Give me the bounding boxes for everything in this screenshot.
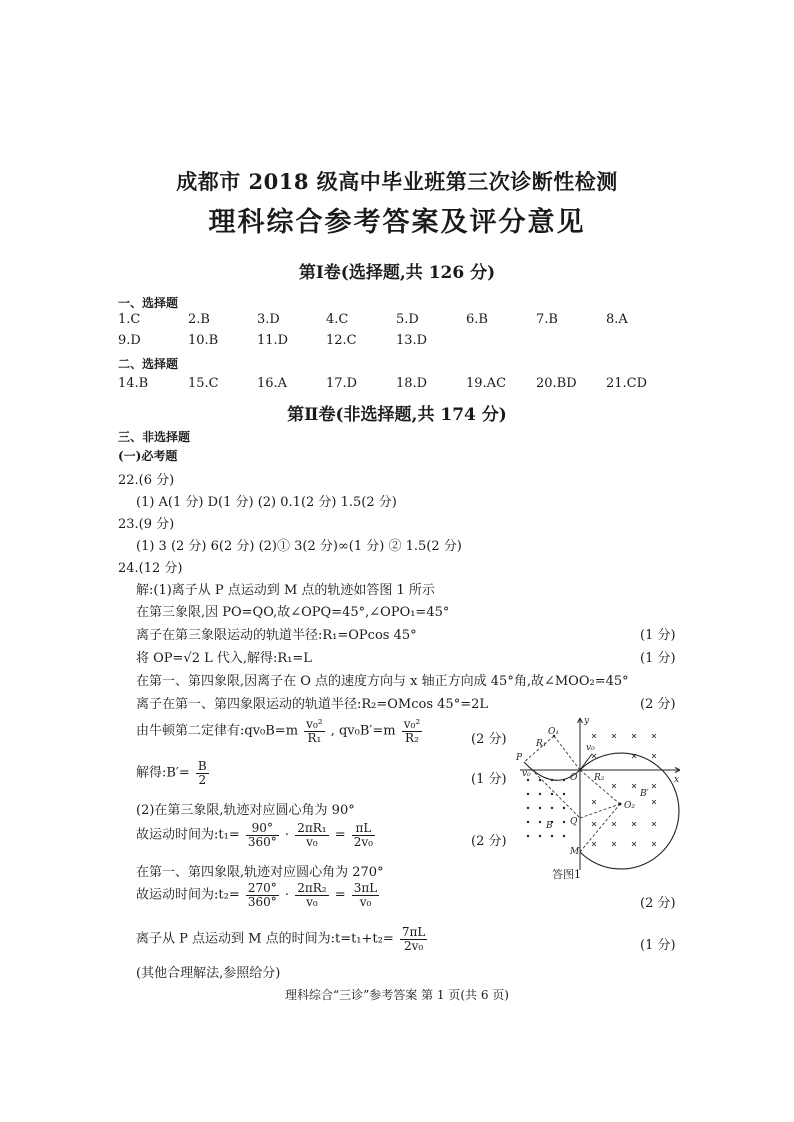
score: (1 分) — [640, 628, 676, 643]
answer-item: 5.D — [396, 312, 419, 327]
fig-label: y — [584, 716, 590, 726]
trajectory-figure — [514, 714, 690, 884]
time-equation-2: 故运动时间为:t₂= $\frac{270^\circ}{360^\circ}$ · $\frac{\text{2πR₂}}{\text{v₀}}$ = $\frac{3\pi L}{\text{v₀}}$ — [136, 881, 378, 909]
fig-label: R₁ — [536, 739, 547, 749]
fraction: $\frac{270^\circ}{360^\circ}$ — [247, 881, 277, 909]
q22-answer: (1) A(1 分) D(1 分) (2) 0.1(2 分) 1.5(2 分) — [136, 495, 397, 510]
fraction: $\frac{\text{v₀²}}{\text{R₁}}$ — [306, 717, 323, 745]
q24-line: (2)在第三象限,轨迹对应圆心角为 90° — [136, 803, 355, 818]
q24-line: 在第一、第四象限,轨迹对应圆心角为 270° — [136, 865, 384, 880]
part2-title: 第Ⅱ卷(非选择题,共 174 分) — [287, 405, 507, 425]
score: (2 分) — [471, 732, 507, 747]
section3-heading: 三、非选择题 — [118, 430, 191, 444]
answer-item: 3.D — [257, 312, 280, 327]
answer-item: 11.D — [257, 333, 289, 348]
fig-label: P — [516, 753, 523, 763]
fig-label: Q — [570, 817, 578, 827]
exam-title: 成都市 2018 级高中毕业班第三次诊断性检测 — [176, 169, 618, 194]
fig-label: O₂ — [624, 801, 635, 811]
q22-label: 22.(6 分) — [118, 473, 175, 488]
fig-label: M — [570, 847, 580, 857]
q24-line: 将 OP=√2 L 代入,解得:R₁=L — [136, 651, 312, 666]
answer-item: 8.A — [606, 312, 628, 327]
score: (1 分) — [471, 772, 507, 787]
total-time-equation: 离子从 P 点运动到 M 点的时间为:t=t₁+t₂= $\frac{7\pi L}{\text{2v₀}}$ — [136, 925, 426, 953]
fig-label: x — [674, 775, 680, 785]
answer-item: 1.C — [118, 312, 141, 327]
answer-item: 12.C — [326, 333, 357, 348]
fig-label: v₀ — [586, 743, 595, 753]
answer-item: 14.B — [118, 376, 149, 391]
result-equation: 解得:B′= $\frac{B}{2}$ — [136, 759, 207, 787]
time-equation-1: 故运动时间为:t₁= $\frac{90^\circ}{360^\circ}$ · $\frac{\text{2πR₁}}{\text{v₀}}$ = $\frac{\pi L}{\text{2v₀}}$ — [136, 821, 373, 849]
fraction: $\frac{\text{2πR₂}}{\text{v₀}}$ — [297, 881, 327, 909]
q24-label: 24.(12 分) — [118, 561, 183, 576]
fig-label: R₂ — [594, 773, 605, 783]
page-footer: 理科综合“三诊”参考答案 第 1 页(共 6 页) — [285, 988, 509, 1002]
answer-item: 18.D — [396, 376, 428, 391]
score: (1 分) — [640, 651, 676, 666]
fraction: $\frac{\text{v₀²}}{\text{R₂}}$ — [403, 717, 421, 745]
answer-item: 7.B — [536, 312, 558, 327]
q24-line: 离子在第一、第四象限运动的轨道半径:R₂=OMcos 45°=2L — [136, 697, 488, 712]
section1-heading: 一、选择题 — [118, 296, 179, 310]
answer-item: 21.CD — [606, 376, 648, 391]
q24-line: 在第三象限,因 PO=QO,故∠OPQ=45°,∠OPO₁=45° — [136, 605, 450, 620]
answer-item: 17.D — [326, 376, 358, 391]
figure-caption: 答图1 — [552, 868, 581, 881]
newton-equation: 由牛顿第二定律有:qv₀B=m $\frac{\text{v₀²}}{\text{R₁}}$ , qv₀B′=m $\frac{\text{v₀²}}{\text{R₂}}$ — [136, 717, 421, 745]
q24-line: 在第一、第四象限,因离子在 O 点的速度方向与 x 轴正方向成 45°角,故∠MOO₂=45° — [136, 674, 629, 689]
score: (1 分) — [640, 938, 676, 953]
fraction: $\frac{3\pi L}{\text{v₀}}$ — [353, 881, 378, 909]
q24-line: 解:(1)离子从 P 点运动到 M 点的轨迹如答图 1 所示 — [136, 583, 435, 598]
answer-item: 15.C — [188, 376, 219, 391]
part1-title: 第Ⅰ卷(选择题,共 126 分) — [298, 263, 496, 283]
q23-answer: (1) 3 (2 分) 6(2 分) (2)① 3(2 分)∞(1 分) ② 1.5(2 分) — [136, 539, 462, 554]
fig-label: O₁ — [548, 727, 559, 737]
document-title: 理科综合参考答案及评分意见 — [208, 207, 586, 238]
answer-item: 4.C — [326, 312, 349, 327]
section2-heading: 二、选择题 — [118, 357, 179, 371]
fig-label: v₀ — [522, 769, 531, 779]
construction-lines — [524, 736, 620, 852]
fig-label: O — [570, 773, 578, 783]
fraction: $\frac{7\pi L}{\text{2v₀}}$ — [401, 925, 426, 953]
fraction: $\frac{90^\circ}{360^\circ}$ — [247, 821, 277, 849]
fig-label: B — [546, 821, 553, 831]
answer-item: 16.A — [257, 376, 288, 391]
answer-item: 6.B — [466, 312, 488, 327]
fraction: $\frac{\text{2πR₁}}{\text{v₀}}$ — [297, 821, 327, 849]
q24-line: 离子在第三象限运动的轨道半径:R₁=OPcos 45° — [136, 628, 417, 643]
score: (2 分) — [640, 697, 676, 712]
answer-item: 10.B — [188, 333, 219, 348]
fraction: $\frac{B}{2}$ — [197, 759, 207, 787]
subsection-heading: (一)必考题 — [118, 449, 178, 463]
fig-label: B′ — [640, 789, 649, 799]
answer-item: 19.AC — [466, 376, 507, 391]
q24-note: (其他合理解法,参照给分) — [136, 966, 281, 981]
fraction: $\frac{\pi L}{\text{2v₀}}$ — [353, 821, 373, 849]
score: (2 分) — [471, 834, 507, 849]
answer-item: 13.D — [396, 333, 428, 348]
q23-label: 23.(9 分) — [118, 517, 175, 532]
answer-item: 20.BD — [536, 376, 577, 391]
score: (2 分) — [640, 896, 676, 911]
answer-item: 9.D — [118, 333, 141, 348]
answer-item: 2.B — [188, 312, 210, 327]
